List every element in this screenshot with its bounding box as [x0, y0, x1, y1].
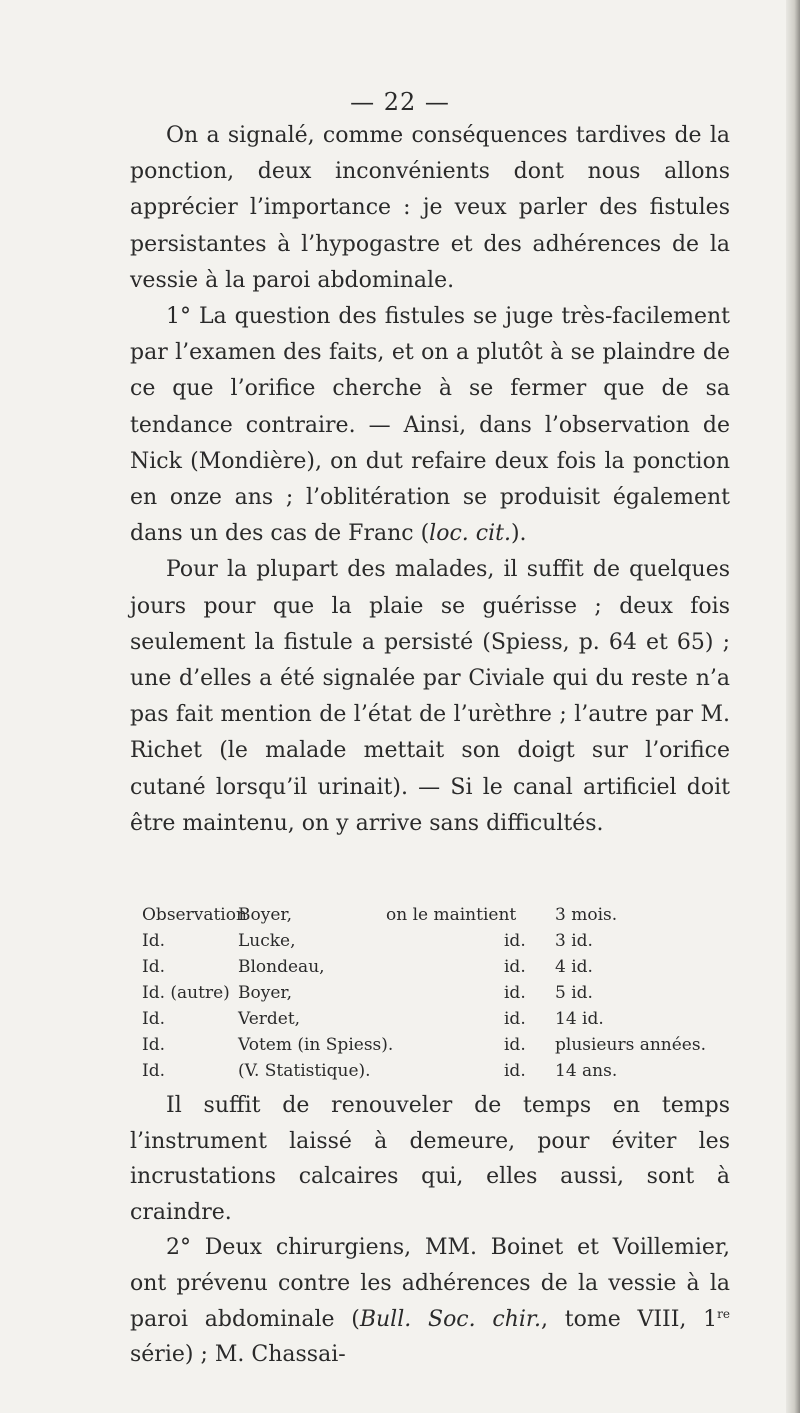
table-row: [130, 980, 770, 1006]
page-number: — 22 —: [350, 88, 450, 116]
paragraph-5-sup: re: [717, 1306, 730, 1321]
paragraph-1: On a signalé, comme conséquences tardives de la ponction, deux inconvénients dont nous allons apprécier l’importance : je veux parler des fistules persistantes à l’hypogastre et des adhérences de la vessie à la paroi abdominale.: [130, 123, 730, 293]
name-cell: Blondeau,: [238, 957, 325, 977]
duration-cell: 14 id.: [555, 1009, 604, 1029]
paragraph-2-text: 1° La question des fistules se juge très-facilement par l’examen des faits, et on a plutôt à se plaindre de ce que l’orifice cherche à se fermer que de sa tendance contraire. — Ainsi, dans l’observation de Nick (Mondière), on dut refaire deux fois la ponction en onze ans ; l’oblitération se produisit également dans un des cas de Franc (: [130, 304, 730, 547]
observations-table: [130, 902, 770, 1084]
name-cell: Verdet,: [238, 1009, 301, 1029]
id-cell: id.: [504, 1061, 526, 1081]
paragraph-5-mid: , tome VIII, 1: [541, 1306, 718, 1332]
paragraph-4: Il suffit de renouveler de temps en temps l’instrument laissé à demeure, pour éviter les incrustations calcaires qui, elles aussi, sont à craindre.: [130, 1093, 730, 1225]
obs-cell: Id.: [142, 931, 166, 951]
paragraph-5-start: 2° Deux chirurgiens, MM. Boinet et Voillemier, ont prévenu contre les adhérences de la vessie à la paroi abdominale (: [130, 1235, 730, 1332]
id-cell: id.: [504, 931, 526, 951]
duration-cell: 4 id.: [555, 957, 593, 977]
obs-cell: Id.: [142, 957, 166, 977]
id-cell: id.: [504, 983, 526, 1003]
name-cell: Boyer,: [238, 983, 293, 1003]
obs-cell: Id.: [142, 1009, 166, 1029]
paragraph-3: Pour la plupart des malades, il suffit de quelques jours pour que la plaie se guérisse ; deux fois seulement la fistule a persisté (Spiess, p. 64 et 65) ; une d’elles a été signalée par Civiale qui du reste n’a pas fait mention de l’état de l’urèthre ; l’autre par M. Richet (le malade mettait son doigt sur l’orifice cutané lorsqu’il urinait). — Si le canal artificiel doit être maintenu, on y arrive sans difficultés.: [130, 557, 730, 836]
table-row: [130, 1058, 770, 1084]
name-cell: (V. Statistique).: [238, 1061, 371, 1081]
table-row: [130, 902, 770, 928]
paragraph-5-end: série) ; M. Chassai-: [130, 1342, 346, 1368]
duration-cell: 5 id.: [555, 983, 593, 1003]
table-row: [130, 954, 770, 980]
duration-cell: 3 id.: [555, 931, 593, 951]
duration-cell: 14 ans.: [555, 1061, 618, 1081]
id-cell: id.: [504, 957, 526, 977]
name-cell: Boyer,: [238, 905, 293, 925]
duration-cell: plusieurs années.: [555, 1035, 706, 1055]
paragraph-5-ref: Bull. Soc. chir.: [359, 1306, 541, 1332]
paragraph-2-ref: loc. cit.: [429, 521, 511, 547]
table-row: [130, 928, 770, 954]
duration-cell: 3 mois.: [555, 905, 618, 925]
page-edge-shadow: [786, 0, 800, 1413]
table-row: [130, 1032, 770, 1058]
paragraph-2-end: ).: [510, 521, 527, 547]
paragraph-5: [130, 1230, 730, 1372]
table-row: [130, 1006, 770, 1032]
id-cell: on le maintient: [386, 905, 517, 925]
name-cell: Votem (in Spiess).: [238, 1035, 394, 1055]
obs-cell: Id. (autre): [142, 983, 230, 1003]
name-cell: Lucke,: [238, 931, 296, 951]
obs-cell: Observation: [142, 905, 247, 925]
paragraph-2: [130, 299, 730, 552]
body-text-bottom: [130, 1088, 730, 1373]
id-cell: id.: [504, 1035, 526, 1055]
obs-cell: Id.: [142, 1061, 166, 1081]
id-cell: id.: [504, 1009, 526, 1029]
obs-cell: Id.: [142, 1035, 166, 1055]
body-text-top: [130, 118, 730, 842]
